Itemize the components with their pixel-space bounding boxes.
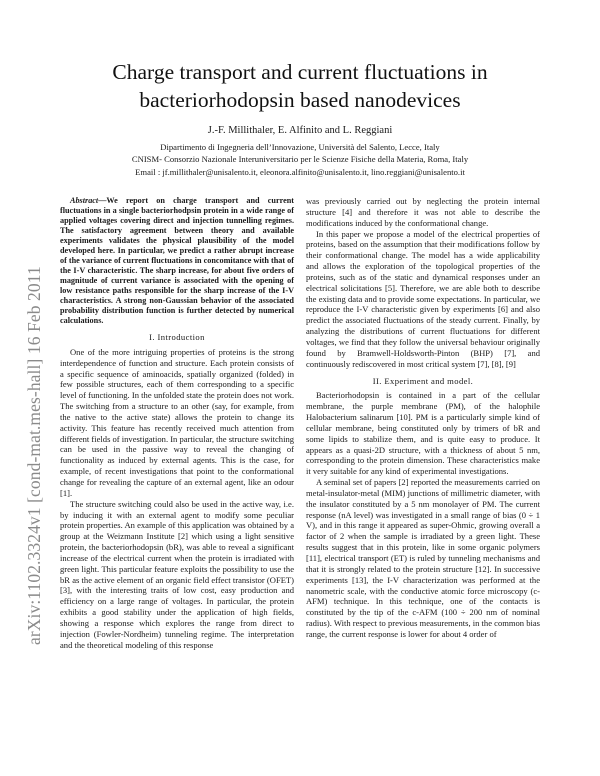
section-2-heading: II. Experiment and model. — [372, 375, 474, 386]
section-1-heading: I. Introduction — [149, 332, 205, 342]
model-paragraph-1: Bacteriorhodopsin is contained in a part of the cellular membrane, the purple membrane (PM), of the halophile Halobacterium salinarum [10]. PM is a particularly simple kind of cellular membrane, being constituted only by trimers of bR and some lipids to stabilize them, and is quite easy to produce. It appears as a quasi-2D structure, with a thickness of about 5 nm, corresponding to the protein dimension. These characteristics make it very suitable for any kind of experimental investigations. — [306, 390, 540, 477]
intro-paragraph-4: In this paper we propose a model of the electrical properties of proteins, based on the assumption that their modifications follow by their conformational change. The model has a wide applicability and allows the exploration of the topological properties of the proteins, such as of the static and dynamical responses under an electrical solicitations [5]. Therefore, we are able both to describe the existing data and to provide some expectations. In particular, we reproduce the I-V characteristic given by experiments [6] and also predict the associated fluctuations of the steady current. Finally, by analyzing the distributions of current fluctuations for different voltages, we find that they follow the universal behaviour originally found by Bramwell-Holdsworth-Pinton (BHP) [7], and continuously rediscovered in most critical system [7], [8], [9] — [306, 228, 540, 369]
model-paragraph-2: A seminal set of papers [2] reported the measurements carried on metal-insulator-metal (MIM) junctions of millimetric diameter, with the insulator constituted by a 5 nm monolayer of PM. The current response (nA level) was investigated in a small range of bias (0 ÷ 1 V), and in this range it appeared as super-Ohmic, growing overall a factor of 2 when the sample is irradiated by a green light. These results suggest that in this protein, like in some organic polymers [11], electrical transport (ET) is ruled by tunneling mechanisms and that it is strongly related to the protein structure [12]. In successive experiments [13], the I-V characterization was performed at the nanometric scale, with the conductive atomic force microscopy (c-AFM) technique. In this technique, one of the contacts is constituted by the tip of the c-AFM (100 ÷ 200 nm of nominal radius). With respect to previous measurements, in the common bias range, the current response is lower for about 4 order of — [306, 477, 540, 639]
paper-title-line-2: bacteriorhodopsin based nanodevices — [139, 88, 461, 112]
abstract-label: Abstract — [70, 196, 99, 205]
left-column — [60, 196, 294, 650]
abstract-text: —We report on charge transport and current fluctuations in a single bacteriorhodpsin protein in a wide range of applied voltages covering direct and injection tunnelling regimes. The satisfactory agreement between theory and available experiments validates the physical plausibility of the model developed here. In particular, we predict a rather abrupt increase of the variance of current fluctuations in concomitance with that of the I-V characteristic. The sharp increase, for about five orders of magnitude of current variance is associated with the opening of low resistance paths responsible for the sharp increase of the I-V characteristics. A strong non-Gaussian behavior of the associated probability distribution function is further detected by numerical calculations. — [60, 196, 294, 325]
affiliation-2: CNISM- Consorzio Nazionale Interuniversitario per le Scienze Fisiche della Materia, Roma, Italy — [131, 154, 469, 164]
intro-paragraph-3: was previously carried out by neglecting the protein internal structure [4] and therefore it was not able to describe the modifications induced by the conformational change. — [306, 196, 540, 228]
abstract — [60, 196, 294, 326]
affiliation-1: Dipartimento di Ingegneria dell’Innovazione, Università del Salento, Lecce, Italy — [160, 142, 440, 152]
authors: J.-F. Millithaler, E. Alfinito and L. Reggiani — [207, 125, 393, 136]
intro-paragraph-2: The structure switching could also be used in the active way, i.e. by inducing it with an external agent to modify some peculiar protein properties. An example of this application was obtained by a group at the Weizmann Institute [2] which using a light sensitive protein, the bacteriorhodopsin (bR), was able to reveal a significant increase of the electrical current when the protein is irradiated with green light. This particular feature exploits the possibility to use the bR as the active element of an organic field effect transistor (OFET) [3], with the interesting traits of low cost, easy production and efficiency on a large range of voltages. In particular, the protein exhibits a good stability under the application of high fields, showing a response which explores the range from direct to injection (Fowler-Nordheim) tunneling regime. The interpretation and the theoretical modeling of this response — [60, 498, 294, 650]
arxiv-stamp: arXiv:1102.3324v1 [cond-mat.mes-hall] 16 Feb 2011 — [24, 266, 44, 645]
right-column — [306, 196, 540, 640]
affiliation-email: Email : jf.millithaler@unisalento.it, eleonora.alfinito@unisalento.it, lino.reggiani@unisalento.it — [135, 167, 465, 177]
intro-paragraph-1: One of the more intriguing properties of proteins is the strong interdependence of function and structure. Each protein consists of a specific sequence of aminoacids, spatially organized (folded) in few possible structures, each of them corresponding to a specific level of functioning. In the unfolded state the protein does not work. The switching from a structure to an other (say, for example, from the native to the active state) allows the protein to change its activity. This feature has recently received much attention from different fields of investigation. In particular, the structure switching can be used in the passive way to reveal the changing of functionality as induced by external agents. This is the case, for example, of recent investigations that point to the conformational change for revealing the capture of an external agent, like an odour [1]. — [60, 346, 294, 498]
paper-title-line-1: Charge transport and current fluctuations in — [112, 60, 488, 84]
